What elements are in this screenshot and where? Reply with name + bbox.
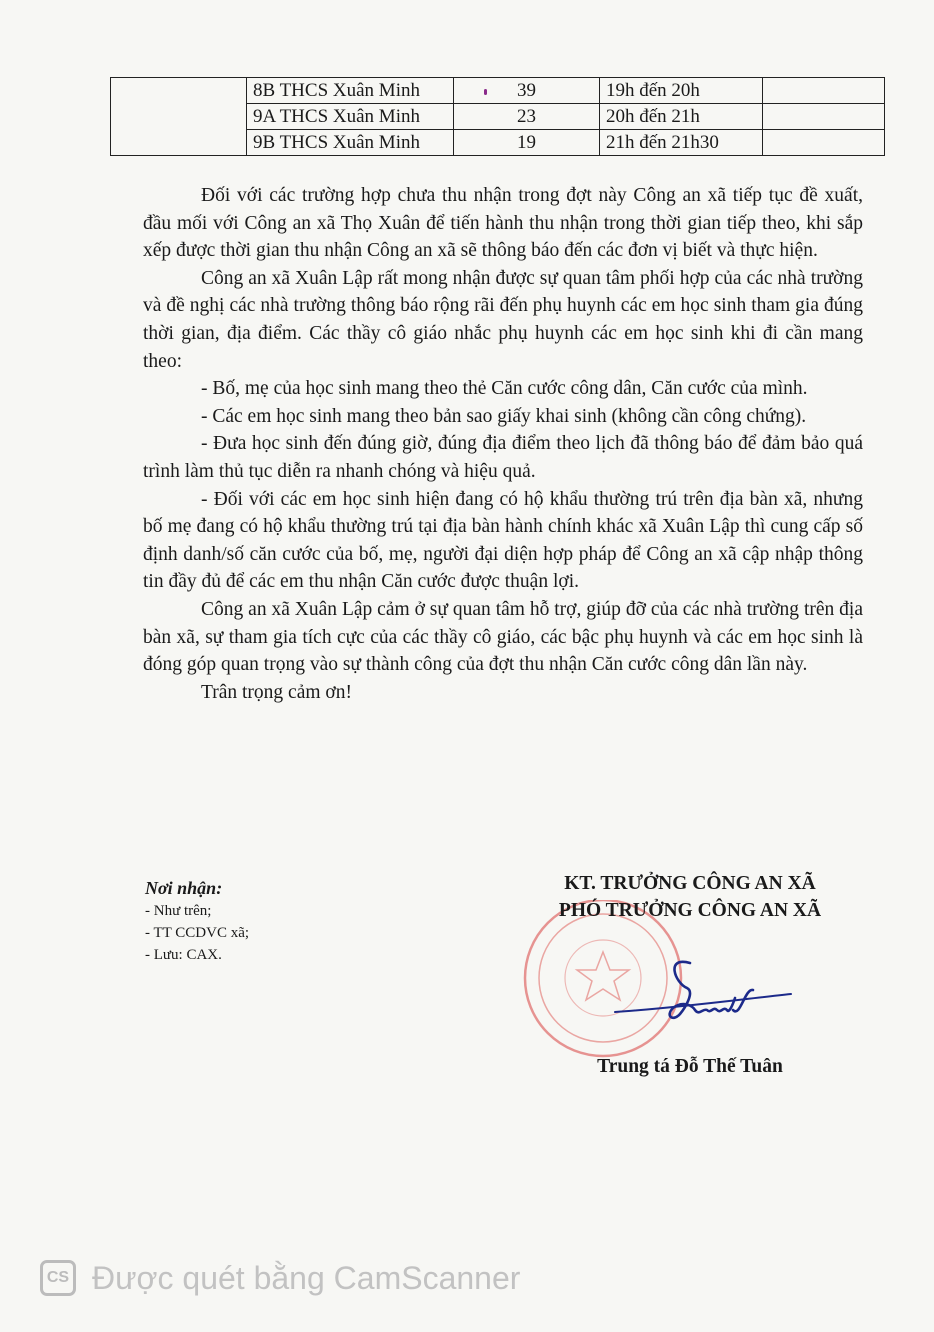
bullet-punctuality: - Đưa học sinh đến đúng giờ, đúng địa điểm theo lịch đã thông báo để đảm bảo quá trình làm thủ tục diễn ra nhanh chóng và hiệu quả. [143, 433, 863, 482]
table-cell-count: 39 [454, 78, 600, 104]
table-cell-count: 23 [454, 104, 600, 130]
table-cell-empty [763, 104, 885, 130]
paragraph-gratitude: Công an xã Xuân Lập cảm ở sự quan tâm hỗ trợ, giúp đỡ của các nhà trường trên địa bàn xã, sự tham gia tích cực của các thầy cô giáo, các bậc phụ huynh và các em học sinh là đóng góp quan trọng vào sự thành công của đợt thu nhận Căn cước công dân lần này. [143, 598, 863, 676]
table-cell-empty [111, 78, 247, 156]
recipient-item: - Như trên; [145, 903, 212, 919]
table-cell-school: 9A THCS Xuân Minh [247, 104, 454, 130]
handwritten-signature-icon [595, 948, 795, 1033]
letter-body [143, 182, 863, 706]
paragraph-followup: Đối với các trường hợp chưa thu nhận trong đợt này Công an xã tiếp tục đề xuất, đầu mối với Công an xã Thọ Xuân để tiến hành thu nhận trong thời gian tiếp theo, khi sắp xếp được thời gian thu nhận Công an xã sẽ thông báo đến các đơn vị biết và thực hiện. [143, 185, 863, 262]
recipient-item: - TT CCDVC xã; [145, 925, 250, 941]
signer-title-2: PHÓ TRƯỞNG CÔNG AN XÃ [558, 900, 822, 921]
table-cell-time: 20h đến 21h [600, 104, 763, 130]
table-cell-empty [763, 78, 885, 104]
recipients-title: Nơi nhận: [145, 878, 223, 898]
table-cell-empty [763, 130, 885, 156]
recipients-block [145, 876, 249, 966]
signer-name: Trung tá Đỗ Thế Tuân [597, 1056, 783, 1077]
bullet-parents-id: - Bố, mẹ của học sinh mang theo thẻ Căn cước công dân, Căn cước của mình. [201, 378, 808, 400]
table-cell-time: 21h đến 21h30 [600, 130, 763, 156]
ink-speck [484, 89, 487, 95]
camscanner-watermark: Được quét bằng CamScanner [92, 1260, 521, 1296]
table-cell-school: 9B THCS Xuân Minh [247, 130, 454, 156]
paragraph-request: Công an xã Xuân Lập rất mong nhận được sự quan tâm phối hợp của các nhà trường và đề nghị các nhà trường thông báo rộng rãi đến phụ huynh các em học sinh tham gia đúng thời gian, địa điểm. Các thầy cô giáo nhắc phụ huynh các em học sinh khi đi cần mang theo: [143, 267, 863, 372]
bullet-birth-certificate: - Các em học sinh mang theo bản sao giấy khai sinh (không cần công chứng). [201, 405, 807, 427]
recipient-item: - Lưu: CAX. [145, 947, 222, 963]
table-cell-school: 8B THCS Xuân Minh [247, 78, 454, 104]
bullet-residence: - Đối với các em học sinh hiện đang có hộ khẩu thường trú trên địa bàn xã, nhưng bố mẹ đang có hộ khẩu thường trú tại địa bàn hành chính khác xã Xuân Lập thì cung cấp số định danh/số căn cước của bố, mẹ, người đại diện hợp pháp để Công an xã cập nhập thông tin đầy đủ để các em thu nhận Căn cước được thuận lợi. [143, 488, 863, 593]
table-row [111, 78, 885, 104]
table-cell-count: 19 [454, 130, 600, 156]
signer-title-1: KT. TRƯỞNG CÔNG AN XÃ [564, 873, 816, 894]
closing-thanks: Trân trọng cảm ơn! [201, 681, 352, 703]
schedule-table [110, 77, 885, 156]
signature-block [520, 870, 860, 1077]
table-cell-time: 19h đến 20h [600, 78, 763, 104]
camscanner-logo-icon: CS [40, 1260, 76, 1296]
